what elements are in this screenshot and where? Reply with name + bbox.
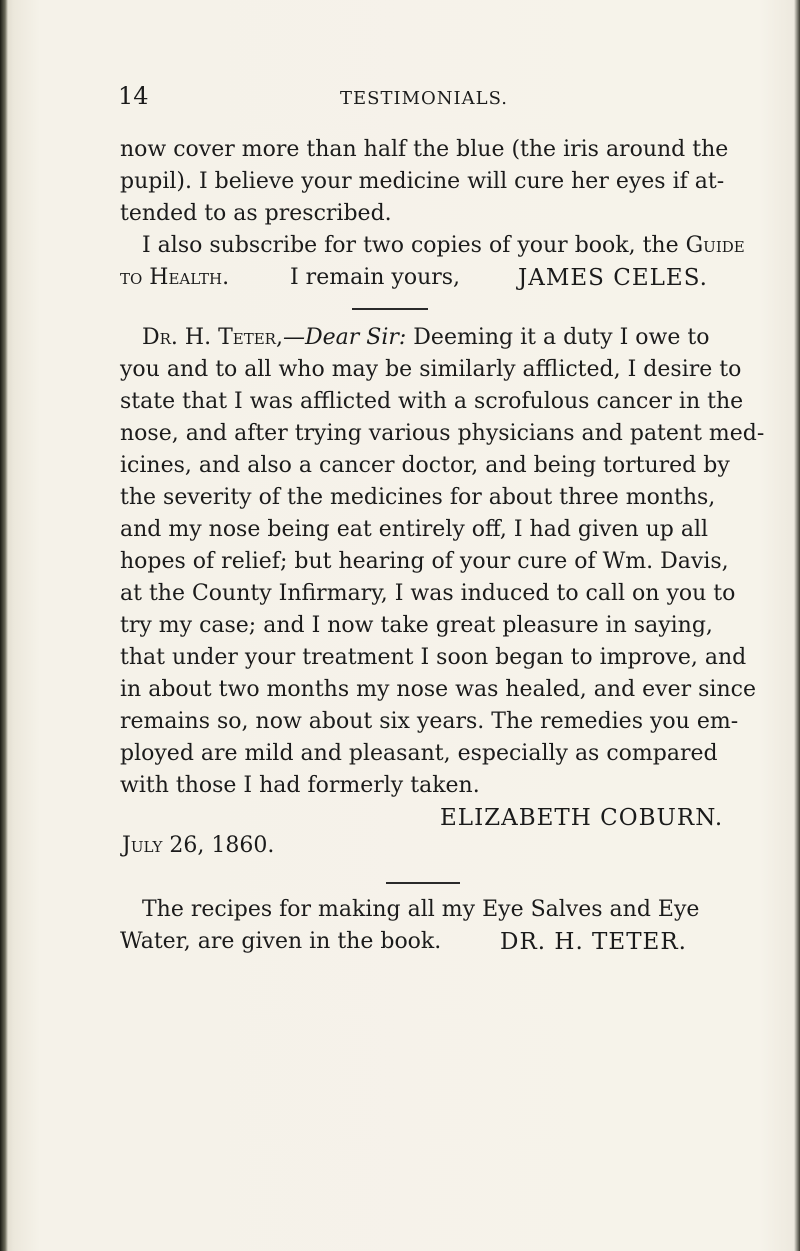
letter2-signature: ELIZABETH COBURN.: [440, 805, 724, 831]
letter2-date: [122, 832, 762, 860]
page-right-edge: [794, 0, 800, 1251]
letter1-line-4-text: I also subscribe for two copies of your book, the: [142, 233, 686, 258]
letter2-line-13: remains so, now about six years. The remedies you em-: [120, 709, 739, 734]
letter1-line-1: now cover more than half the blue (the iris around the: [120, 137, 729, 162]
letter2-line-2: you and to all who may be similarly afflicted, I desire to: [120, 357, 742, 382]
page-number: 14: [118, 82, 149, 110]
letter1-line-5: [120, 264, 760, 292]
letter2-line-5: icines, and also a cancer doctor, and being tortured by: [120, 453, 730, 478]
date-day-year: 26, 1860.: [162, 833, 275, 858]
letter2-salutation: [142, 324, 782, 352]
salutation-dear-sir: —Dear Sir:: [282, 325, 407, 350]
section-divider-1: [352, 308, 428, 310]
letter2-line-9: at the County Infirmary, I was induced to call on you to: [120, 581, 736, 606]
letter2-line-1-rest: Deeming it a duty I owe to: [406, 325, 710, 350]
date-month: July: [122, 833, 163, 858]
note-line-2-text: Water, are given in the book.: [120, 929, 442, 954]
letter1-line-4: [142, 232, 782, 260]
letter2-line-8: hopes of relief; but hearing of your cure of Wm. Davis,: [120, 549, 729, 574]
letter1-line-2: pupil). I believe your medicine will cure her eyes if at-: [120, 169, 725, 194]
letter1-closing: I remain yours,: [290, 265, 461, 290]
letter1-signature: JAMES CELES.: [518, 265, 708, 291]
letter2-line-4: nose, and after trying various physicians and patent med-: [120, 421, 765, 446]
note-line-2: [120, 928, 760, 956]
letter2-line-11: that under your treatment I soon began to improve, and: [120, 645, 747, 670]
letter2-line-12: in about two months my nose was healed, and ever since: [120, 677, 756, 702]
letter2-line-6: the severity of the medicines for about three months,: [120, 485, 716, 510]
book-title-guide: Guide: [685, 233, 745, 258]
section-divider-2: [386, 882, 460, 884]
book-title-to-health: to Health.: [120, 265, 230, 290]
letter2-line-10: try my case; and I now take great pleasure in saying,: [120, 613, 713, 638]
letter1-line-3: tended to as prescribed.: [120, 201, 392, 226]
letter2-line-7: and my nose being eat entirely off, I had given up all: [120, 517, 709, 542]
letter2-line-14: ployed are mild and pleasant, especially as compared: [120, 741, 718, 766]
letter2-line-3: state that I was afflicted with a scrofulous cancer in the: [120, 389, 744, 414]
book-binding-edge: [0, 0, 8, 1251]
letter2-line-15: with those I had formerly taken.: [120, 773, 480, 798]
addressee-name: Dr. H. Teter,: [142, 325, 283, 350]
note-signature: DR. H. TETER.: [500, 929, 687, 955]
running-head: TESTIMONIALS.: [340, 88, 509, 109]
note-line-1: The recipes for making all my Eye Salves and Eye: [142, 897, 700, 922]
